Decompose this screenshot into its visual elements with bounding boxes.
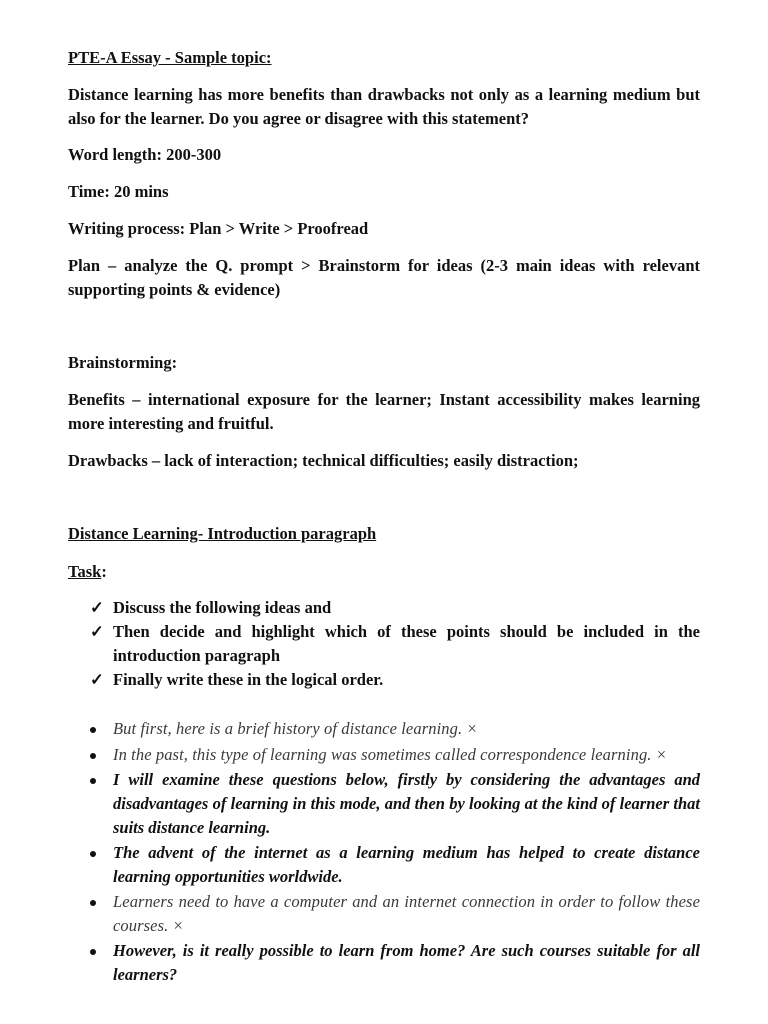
idea-item	[68, 768, 700, 840]
bullet-icon	[90, 727, 96, 733]
idea-item-text: But first, here is a brief history of distance learning. ×	[113, 719, 478, 738]
task-item	[68, 620, 700, 668]
section-heading: Distance Learning- Introduction paragraph	[68, 524, 377, 543]
idea-item-text: The advent of the internet as a learning medium has helped to create distance learning opportunities worldwide.	[113, 843, 700, 886]
idea-item	[68, 939, 700, 987]
bullet-icon	[90, 900, 96, 906]
idea-item-text: However, is it really possible to learn from home? Are such courses suitable for all learners?	[113, 941, 700, 984]
task-item	[68, 596, 700, 620]
bullet-icon	[90, 851, 96, 857]
task-item-text: Then decide and highlight which of these points should be included in the introduction paragraph	[113, 622, 700, 665]
idea-item	[68, 890, 700, 938]
bullet-icon	[90, 778, 96, 784]
idea-item-text: In the past, this type of learning was sometimes called correspondence learning. ×	[113, 745, 667, 764]
task-item	[68, 668, 700, 692]
word-length: Word length: 200-300	[68, 145, 222, 164]
idea-item-text: I will examine these questions below, firstly by considering the advantages and disadvantages of learning in this mode, and then by looking at the kind of learner that suits distance learning.	[113, 770, 700, 837]
checkmark-icon: ✓	[90, 598, 104, 617]
essay-prompt: Distance learning has more benefits than drawbacks not only as a learning medium but also for the learner. Do you agree or disagree with this statement?	[68, 85, 700, 128]
bullet-icon	[90, 753, 96, 759]
checkmark-icon: ✓	[90, 622, 104, 641]
document-title: PTE-A Essay - Sample topic:	[68, 48, 272, 67]
time-limit: Time: 20 mins	[68, 182, 169, 201]
task-heading	[68, 560, 700, 584]
task-heading-colon: :	[101, 562, 107, 581]
benefits-text: Benefits – international exposure for the learner; Instant accessibility makes learning more interesting and fruitful.	[68, 390, 700, 433]
idea-item	[68, 717, 700, 741]
task-heading-label: Task	[68, 562, 102, 581]
bullet-icon	[90, 949, 96, 955]
plan-description: Plan – analyze the Q. prompt > Brainstorm for ideas (2-3 main ideas with relevant supporting points & evidence)	[68, 256, 700, 299]
idea-item	[68, 841, 700, 889]
brainstorming-heading: Brainstorming:	[68, 353, 178, 372]
checkmark-icon: ✓	[90, 670, 104, 689]
idea-item-text: Learners need to have a computer and an internet connection in order to follow these courses. ×	[113, 892, 700, 935]
idea-item	[68, 743, 700, 767]
task-item-text: Discuss the following ideas and	[113, 598, 332, 617]
drawbacks-text: Drawbacks – lack of interaction; technical difficulties; easily distraction;	[68, 451, 579, 470]
task-item-text: Finally write these in the logical order.	[113, 670, 384, 689]
writing-process: Writing process: Plan > Write > Proofread	[68, 219, 369, 238]
